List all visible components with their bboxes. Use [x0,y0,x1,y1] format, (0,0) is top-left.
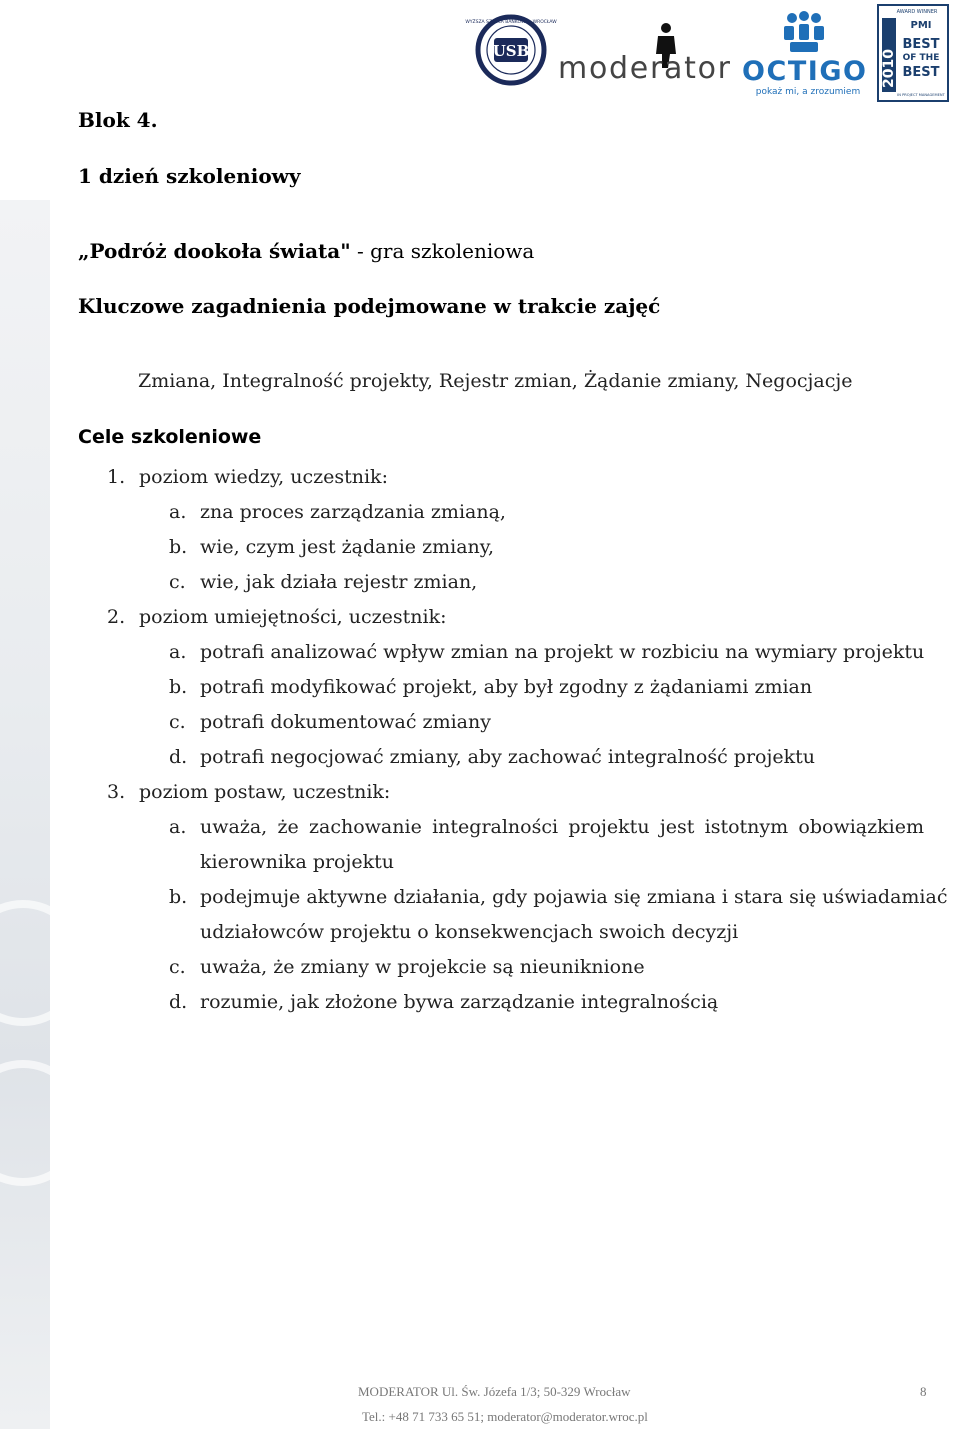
list-item-line: uważa, że zachowanie integralności projektu jest istotnym obowiązkiem [200,816,924,838]
goals-heading: Cele szkoleniowe [78,426,262,448]
award-best-2: BEST [902,65,940,80]
item-letter: b. [169,886,188,908]
list-item: potrafi analizować wpływ zmian na projekt w rozbiciu na wymiary projektu [200,641,925,663]
list-item: rozumie, jak złożone bywa zarządzanie integralnością [200,991,719,1013]
list-item: uważa, że zmiany w projekcie są nieuniknione [200,956,645,978]
footer-contact: Tel.: +48 71 733 65 51; moderator@moderator.wroc.pl [362,1409,648,1424]
award-year: 2010 [881,49,897,88]
level-number: 3. [107,781,126,803]
award-top-text: AWARD WINNER [896,9,938,15]
item-letter: a. [169,641,187,663]
moderator-logo-text: moderator [558,51,730,86]
game-title-suffix: - gra szkoleniowa [350,239,535,263]
list-item: potrafi dokumentować zmiany [200,711,491,733]
award-bottom-text: IN PROJECT MANAGEMENT [897,93,945,97]
usb-logo-text: USB [492,42,530,60]
level-label: poziom postaw, uczestnik: [139,781,391,803]
level-label: poziom umiejętności, uczestnik: [139,606,447,628]
award-best-1: BEST [902,37,940,52]
item-letter: a. [169,501,187,523]
item-letter: a. [169,816,187,838]
block-title: Blok 4. [78,108,158,132]
list-item: potrafi negocjować zmiany, aby zachować integralność projektu [200,746,815,768]
item-letter: c. [169,571,186,593]
key-issues-text: Zmiana, Integralność projekty, Rejestr zmian, Żądanie zmiany, Negocjacje [138,370,853,392]
page-number: 8 [920,1384,927,1399]
item-letter: d. [169,991,188,1013]
item-letter: c. [169,711,186,733]
item-letter: b. [169,676,188,698]
day-title: 1 dzień szkoleniowy [78,164,301,188]
level-number: 1. [107,466,126,488]
level-label: poziom wiedzy, uczestnik: [139,466,388,488]
list-item-line: udziałowców projektu o konsekwencjach swoich decyzji [200,921,739,943]
pmi-award-badge [877,4,949,102]
decorative-swirl [0,1060,86,1186]
octigo-logo [740,8,868,98]
header-logos [465,0,960,110]
item-letter: c. [169,956,186,978]
level-number: 2. [107,606,126,628]
award-pmi: PMI [910,20,932,31]
usb-ring-text: WYŻSZA SZKOŁA BANKOWA · WROCŁAW [465,20,557,25]
list-item-line: podejmuje aktywne działania, gdy pojawia się zmiana i stara się uświadamiać [200,886,948,908]
list-item: wie, jak działa rejestr zmian, [200,571,478,593]
list-item: potrafi modyfikować projekt, aby był zgodny z żądaniami zmian [200,676,813,698]
decorative-side-strip [0,200,50,1429]
game-title [78,241,534,261]
item-letter: b. [169,536,188,558]
moderator-logo [558,20,733,90]
footer-address: MODERATOR Ul. Św. Józefa 1/3; 50-329 Wrocław [358,1384,631,1399]
award-of-the: OF THE [902,53,940,63]
decorative-swirl [0,900,86,1026]
list-item: zna proces zarządzania zmianą, [200,501,506,523]
usb-logo [465,14,557,86]
octigo-tagline: pokaż mi, a zrozumiem [755,87,861,97]
key-issues-heading: Kluczowe zagadnienia podejmowane w trakcie zajęć [78,294,661,318]
list-item: wie, czym jest żądanie zmiany, [200,536,495,558]
octigo-logo-text: OCTIGO [742,56,866,87]
item-letter: d. [169,746,188,768]
game-title-name: „Podróż dookoła świata" [78,239,351,263]
list-item-line: kierownika projektu [200,851,395,873]
